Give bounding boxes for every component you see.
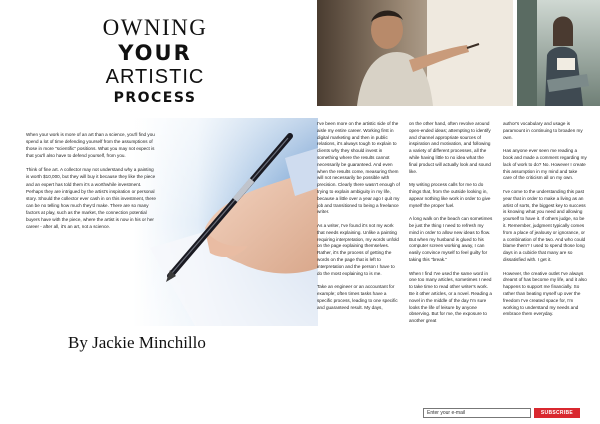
column-paragraph: My writing process calls for me to do things that, from the outside looking in, appear nothing like work in order to give myself the proper fuel. (409, 182, 491, 208)
author-byline: By Jackie Minchillo (68, 333, 206, 352)
woman-reading-photo (517, 0, 600, 106)
article-title (60, 16, 250, 106)
column-paragraph: on the other hand, often revolve around open-ended ideas; attempting to identify and channel appropriate sources of inspiration and motivation, and following a variety of different processes, all the while having little to no idea what the final product will actually look and sound like. (409, 121, 491, 174)
column-paragraph: Take an engineer or an accountant for example; often times tasks have a specific process, leading to one specific and guaranteed result. My days, (317, 284, 398, 310)
artist-painting-photo (317, 0, 513, 106)
article-column-1 (317, 121, 401, 318)
title-line-3: ARTISTIC (105, 66, 205, 89)
email-field[interactable] (423, 408, 531, 418)
column-paragraph: As a writer, I've found it's not my work that needs explaining. Unlike a painting requiring interpretation, my words unfold on the page explaining themselves. Rather, it's the process of getting the words on the page that is left to interpretation and the person I have to do the most explaining to is me. (317, 222, 399, 276)
column-paragraph: A long walk on the beach can sometimes be just the thing I need to refresh my mind in order to allow new ideas to flow. But when my husband is glued to his computer screen working away, I can easily convince myself to feel guilty for taking this "break." (409, 216, 493, 262)
title-line-4: PROCESS (113, 90, 197, 107)
column-paragraph: Has anyone ever seen me reading a book and made a comment regarding my lack of work to do? No. However I create this assumption in my mind and take care of the criticism all on my own. (503, 148, 587, 181)
article-column-2 (409, 121, 493, 332)
intro-text (26, 131, 156, 237)
column-paragraph: I've been more on the artistic side of the aisle my entire career. Working first in digital marketing and then in public relations, it's always tough to explain to clients why they should invest in something where the results cannot necessarily be guaranteed. And even when the results come, measuring them will not necessarily be possible with precision. Clearly there wasn't enough of trying to explain ambiguity in my life, because a little over a year ago I quit my job and transitioned to being a freelance writer. (317, 121, 400, 215)
column-paragraph: I've come to the understanding this past year that in order to make a living as an artist of sorts, the biggest key to success is knowing what you need and allowing yourself to have it. If others judge, so be it. Remember, judgment typically comes from a place of jealousy or ignorance, or a combination of the two. And who could blame them? I used to spend those long days in a cubicle that many are so dissatisfied with. I get it. (503, 188, 586, 262)
intro-paragraph: When your work is more of an art than a science, you'll find you spend a lot of time defending yourself from the assumptions of those in more "scientific" positions. What you may not expect is that you'll also have to defend yourself, from you. (26, 132, 155, 159)
subscribe-button[interactable]: SUBSCRIBE (534, 408, 580, 418)
column-paragraph: When I find I've used the same word in one too many articles, sometimes I need to take time to read other writer's work. Be it other articles, or a novel. Reading a novel in the middle of the day I'm sure looks the life of leisure by anyone observing. But for me, the exposure to another great (409, 270, 492, 324)
column-paragraph: However, the creative outlet I've always dreamt of has become my life, and it also happens to support me financially. So rather than beating myself up over the freedom I've created space for, I'm working to understand my needs and embrace them everyday. (503, 270, 587, 317)
title-line-2: YOUR (118, 41, 192, 66)
intro-paragraph: Think of fine art. A collector may not understand why a painting is worth $10,000, but they will buy it because they like the piece and an expert has told them it's a worthwhile investment. Perhaps they are intrigued by the artist's inspiration or personal story. Should the collector ever cash in on this investment, there can be no telling how much they'd make. There are so many factors at play, such as the market, the connection potential buyers have with the piece, where the artist is now in his or her career - after all, it's an art, not a science. (26, 167, 156, 230)
article-column-3 (503, 121, 587, 325)
column-paragraph: author's vocabulary and usage is paramount in continuing to broaden my own. (503, 121, 583, 140)
title-line-1: OWNING (102, 15, 208, 40)
